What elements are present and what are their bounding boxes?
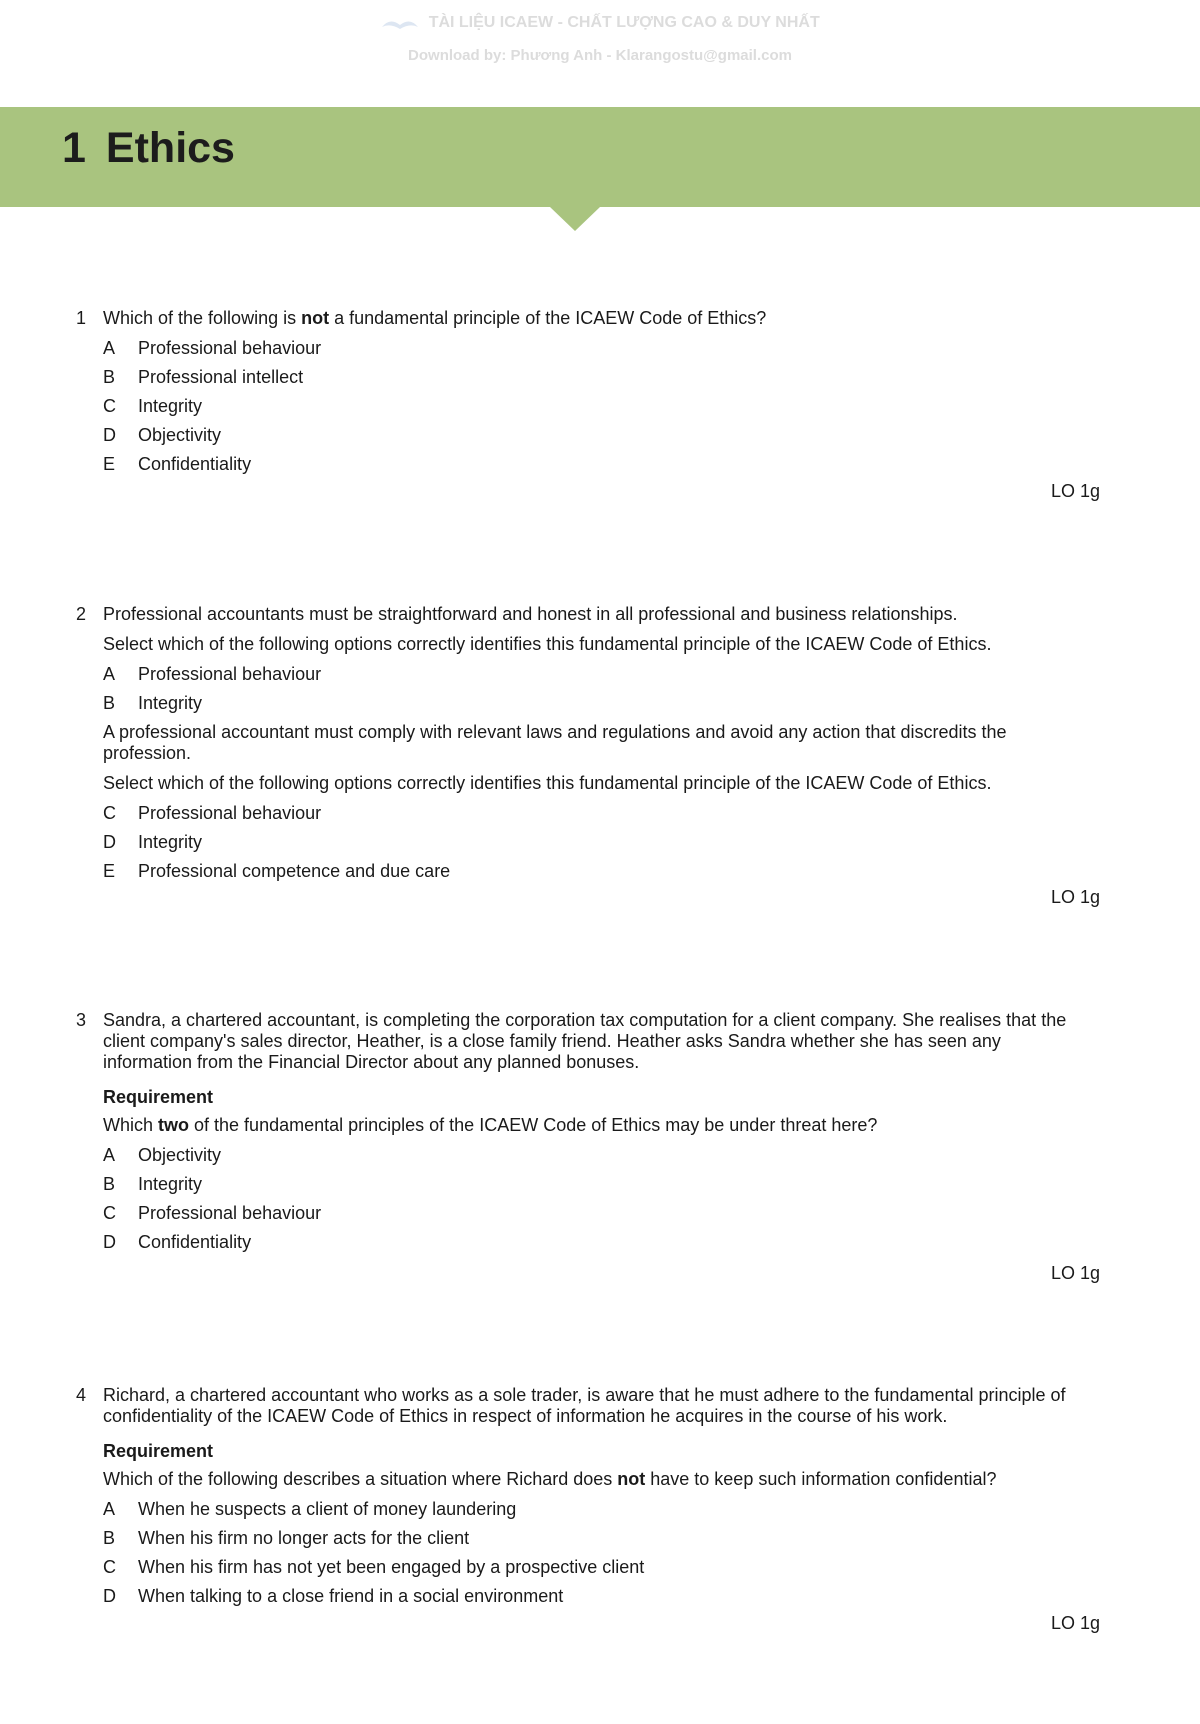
- option-d[interactable]: D Objectivity: [103, 425, 222, 445]
- question-stem-2: Select which of the following options correctly identifies this fundamental principle of the ICAEW Code of Ethics.: [103, 773, 992, 793]
- option-b[interactable]: B Integrity: [103, 693, 203, 713]
- option-d[interactable]: D Integrity: [103, 832, 203, 852]
- option-e[interactable]: E Confidentiality: [103, 454, 252, 474]
- question-stem: Which of the following is not a fundamental principle of the ICAEW Code of Ethics?: [103, 308, 767, 328]
- learning-outcome-q2: LO 1g: [1050, 887, 1100, 907]
- learning-outcome-q1: LO 1g: [1050, 481, 1100, 501]
- option-c[interactable]: C Professional behaviour: [103, 1203, 322, 1223]
- chapter-name: Ethics: [105, 124, 235, 172]
- question-number: 2: [76, 604, 87, 624]
- chapter-number: 1: [62, 124, 86, 172]
- option-a[interactable]: A When he suspects a client of money laundering: [103, 1499, 517, 1519]
- question-3: [0, 1010, 1200, 1261]
- option-b[interactable]: B When his firm no longer acts for the client: [103, 1528, 470, 1548]
- learning-outcome-q3: LO 1g: [1050, 1263, 1100, 1283]
- option-d[interactable]: D Confidentiality: [103, 1232, 252, 1252]
- question-statement-2: A professional accountant must comply with relevant laws and regulations and avoid any action that discredits the profession.: [103, 722, 1007, 763]
- question-stem-1: Select which of the following options correctly identifies this fundamental principle of the ICAEW Code of Ethics.: [103, 634, 992, 654]
- banner-notch: [550, 207, 600, 231]
- option-a[interactable]: A Professional behaviour: [103, 664, 322, 684]
- option-c[interactable]: C Professional behaviour: [103, 803, 322, 823]
- question-statement-1: Professional accountants must be straightforward and honest in all professional and business relationships.: [103, 604, 958, 624]
- requirement-label: Requirement: [103, 1087, 214, 1107]
- question-number: 1: [76, 308, 87, 328]
- option-a[interactable]: A Professional behaviour: [103, 338, 322, 358]
- option-a[interactable]: A Objectivity: [103, 1145, 222, 1165]
- watermark-line-2: Download by: Phương Anh - Klarangostu@gmail.com: [408, 47, 792, 64]
- option-b[interactable]: B Professional intellect: [103, 367, 304, 387]
- question-number: 4: [76, 1385, 87, 1405]
- learning-outcome-q4: LO 1g: [1050, 1613, 1100, 1633]
- option-c[interactable]: C When his firm has not yet been engaged by a prospective client: [103, 1557, 645, 1577]
- question-4: [0, 1385, 1200, 1615]
- question-stem: Which of the following describes a situation where Richard does not have to keep such information confidential?: [103, 1469, 997, 1489]
- requirement-label: Requirement: [103, 1441, 214, 1461]
- question-scenario: Sandra, a chartered accountant, is completing the corporation tax computation for a client company. She realises that the client company's sales director, Heather, is a close family friend. Heather asks Sandra whether she has seen any information from the Financial Director about any planned bonuses.: [103, 1010, 1067, 1072]
- option-c[interactable]: C Integrity: [103, 396, 203, 416]
- watermark-line-1: TÀI LIỆU ICAEW - CHẤT LƯỢNG CAO & DUY NHẤT: [0, 14, 1200, 32]
- option-d[interactable]: D When talking to a close friend in a social environment: [103, 1586, 564, 1606]
- question-scenario: Richard, a chartered accountant who works as a sole trader, is aware that he must adhere to the fundamental principle of confidentiality of the ICAEW Code of Ethics in respect of information he acquires in the course of his work.: [103, 1385, 1066, 1426]
- option-e[interactable]: E Professional competence and due care: [103, 861, 451, 881]
- question-1: [0, 308, 1200, 483]
- book-logo-icon: [380, 15, 420, 31]
- option-b[interactable]: B Integrity: [103, 1174, 203, 1194]
- chapter-title: [62, 124, 235, 173]
- question-2: [0, 604, 1200, 890]
- question-number: 3: [76, 1010, 87, 1030]
- question-stem: Which two of the fundamental principles of the ICAEW Code of Ethics may be under threat here?: [103, 1115, 878, 1135]
